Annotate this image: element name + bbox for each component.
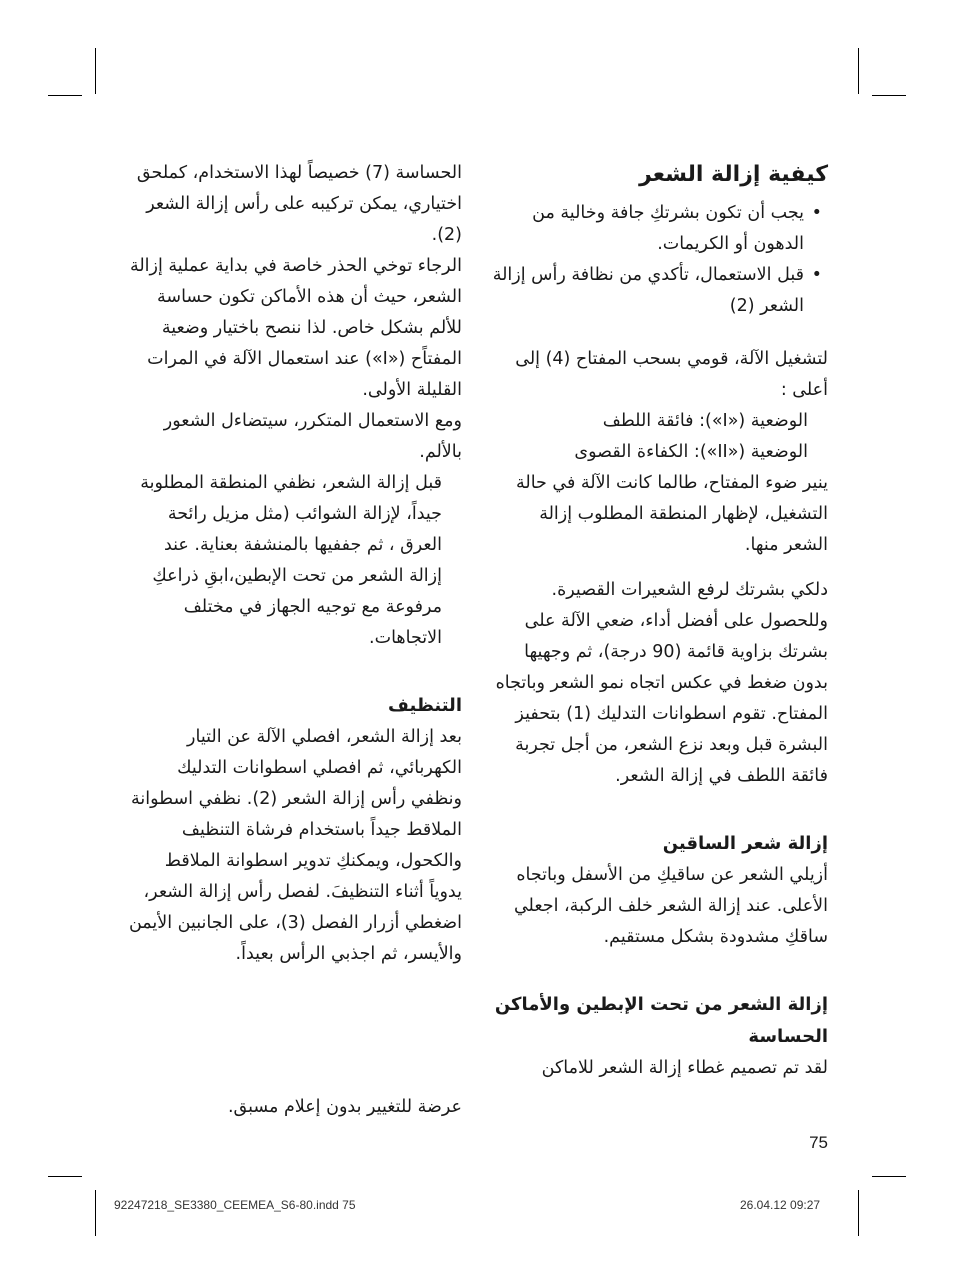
setting-one: الوضعية («I»): فائقة اللطف [602, 411, 808, 431]
crop-mark [858, 48, 859, 94]
footer-date: 26.04.12 09:27 [740, 1198, 821, 1212]
page-number: 75 [809, 1133, 828, 1152]
repeated-use-paragraph: ومع الاستعمال المتكرر، سيتضاءل الشعور بالألم. [163, 411, 462, 462]
bullet-item-dry-skin: • يجب أن تكون بشرتكِ جافة وخالية من الدهون أو الكريمات. [492, 198, 804, 260]
right-column [492, 158, 828, 1084]
crop-mark [872, 1176, 906, 1177]
crop-mark [48, 1176, 82, 1177]
section-title-hair-removal: كيفية إزالة الشعر [639, 162, 828, 187]
legs-paragraph: أزيلي الشعر عن ساقيكِ من الأسفل وباتجاه الأعلى. عند إزالة الشعر خلف الركبة، اجعلي ساقكِ مشدودة بشكل مستقيم. [513, 865, 828, 947]
crop-mark [872, 95, 906, 96]
continuation-paragraph: الحساسة (7) خصيصاً لهذا الاستخدام، كملحق اختياري، يمكن تركيبه على رأس إزالة الشعر (2). [136, 163, 462, 245]
legs-heading: إزالة شعر الساقين [662, 833, 828, 854]
change-notice: عرضة للتغيير بدون إعلام مسبق. [227, 1097, 462, 1117]
cleaning-heading: التنظيف [388, 695, 462, 716]
light-note: ينير ضوء المفتاح، طالما كانت الآلة في حالة التشغيل، لإظهار المنطقة المطلوب إزالة الشعر منها. [515, 473, 828, 555]
underarm-heading: إزالة الشعر من تحت الإبطين والأماكن الحساسة [494, 994, 828, 1047]
underarm-paragraph: لقد تم تصميم غطاء إزالة الشعر للاماكن [541, 1058, 828, 1078]
setting-two: الوضعية («II»): الكفاءة القصوى [574, 442, 808, 462]
crop-mark [95, 48, 96, 94]
underarm-tip-paragraph: قبل إزالة الشعر، نظفي المنطقة المطلوبة جيداً، لإزالة الشوائب (مثل مزيل رائحة العرق ، ثم جففيها بالمنشفة بعناية. عند إزالة الشعر من تحت الإبطين،ابقِ ذراعكِ مرفوعة مع توجيه الجهاز في مختلف الاتجاهات. [140, 473, 442, 648]
cleaning-paragraph: بعد إزالة الشعر، افصلي الآلة عن التيار الكهربائي، ثم افصلي اسطوانات التدليك ونظفي رأس إزالة الشعر (2). نظفي اسطوانة الملاقط جيداً باستخدام فرشاة التنظيف والكحول، ويمكنكِ تدوير اسطوانة الملاقط يدوياً أثناء التنظيفَ. لفصل رأس إزالة الشعر، اضغطي أزرار الفصل (3)، على الجانبين الأيمن والأيسر، ثم اجذبي الرأس بعيداً. [128, 727, 462, 964]
operation-intro: لتشغيل الآلة، قومي بسحب المفتاح (4) إلى أعلى : [515, 349, 828, 400]
prep-bullet-list [492, 198, 828, 322]
footer-file-info: 92247218_SE3380_CEEMEA_S6-80.indd 75 [114, 1198, 356, 1212]
bullet-item-clean-head: • قبل الاستعمال، تأكدي من نظافة رأس إزالة الشعر (2) [492, 260, 804, 322]
crop-mark [95, 1190, 96, 1236]
left-column [128, 158, 462, 970]
crop-mark [48, 95, 82, 96]
crop-mark [858, 1190, 859, 1236]
caution-paragraph: الرجاء توخي الحذر خاصة في بداية عملية إزالة الشعر، حيث أن هذه الأماكن تكون حساسة للألم بشكل خاص. لذا ننصح باختيار وضعية المفتاًح («I») عند استعمال الآلة في المرات القليلة الأولى. [129, 256, 462, 400]
technique-paragraph: دلكي بشرتك لرفع الشعيرات القصيرة. وللحصول على أفضل أداء، ضعي الآلة على بشرتك بزاوية قائمة (90 درجة)، ثم وجهيها بدون ضغط في عكس اتجاه نمو الشعر وباتجاه المفتاح. تقوم اسطوانات التدليك (1) بتحفيز البشرة قبل وبعد نزع الشعر، من أجل تجربة فائقة اللطف في إزالة الشعر. [495, 580, 828, 786]
